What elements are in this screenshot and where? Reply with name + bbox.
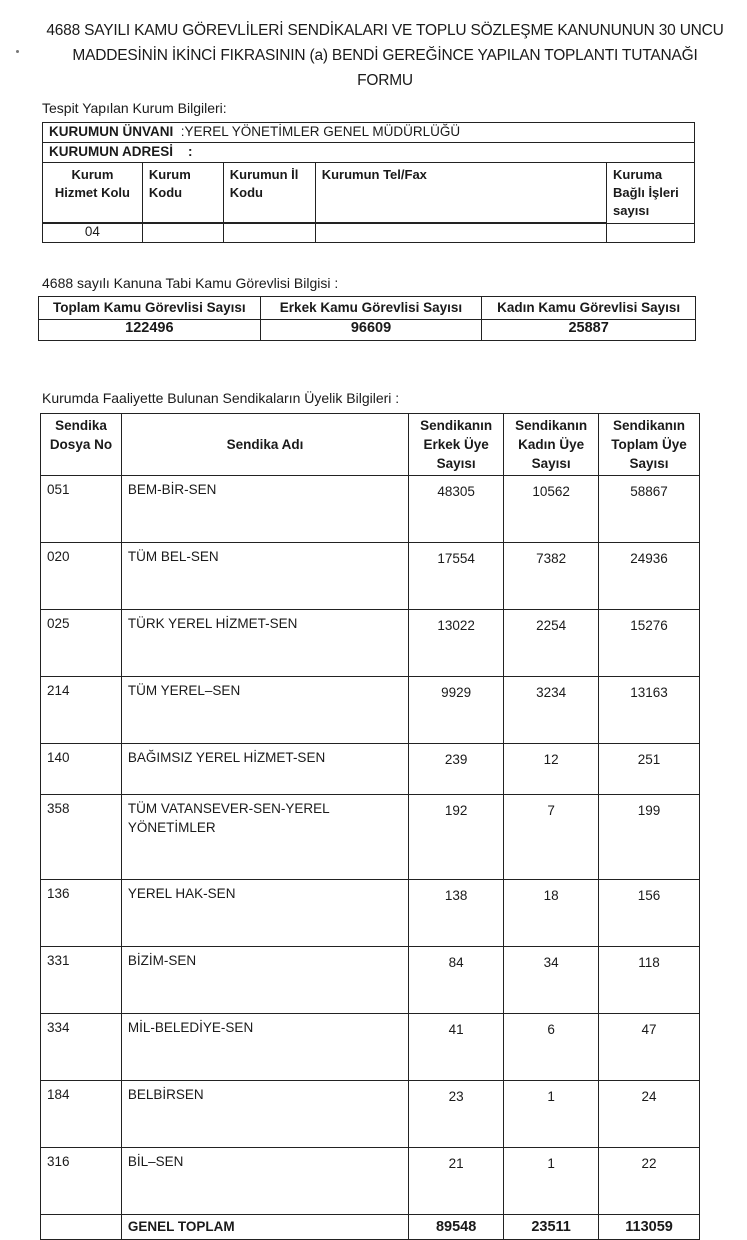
total-members: 15276 [599,610,700,677]
union-section-label: Kurumda Faaliyette Bulunan Sendikaların Üyelik Bilgileri : [42,390,400,406]
col-header-male-employees: Erkek Kamu Görevlisi Sayısı [260,297,482,320]
col-header-total-members: Sendikanın Toplam Üye Sayısı [599,414,700,476]
male-members: 9929 [409,677,504,744]
total-members: 47 [599,1014,700,1081]
female-members: 6 [504,1014,599,1081]
total-file-no [41,1215,122,1240]
institution-section-label: Tespit Yapılan Kurum Bilgileri: [42,100,227,116]
male-members: 13022 [409,610,504,677]
col-header-province-code: Kurumun İl Kodu [223,163,315,223]
title-line-2: MADDESİNİN İKİNCİ FIKRASININ (a) BENDİ GEREĞİNCE YAPILAN TOPLANTI TUTANAĞI [72,47,698,64]
col-header-affiliated-count: Kuruma Bağlı İşleri sayısı [607,163,695,224]
female-members: 12 [504,744,599,795]
table-row [41,610,700,677]
col-header-union-name: Sendika Adı [121,414,408,476]
total-members: 156 [599,880,700,947]
total-employees-value: 122496 [39,320,261,341]
male-members: 84 [409,947,504,1014]
union-name: MİL-BELEDİYE-SEN [121,1014,408,1081]
total-members: 118 [599,947,700,1014]
union-file-no: 051 [41,476,122,543]
female-members: 1 [504,1148,599,1215]
affiliated-count-value [607,224,695,243]
female-members: 2254 [504,610,599,677]
male-members: 48305 [409,476,504,543]
female-members: 10562 [504,476,599,543]
union-name: TÜM BEL-SEN [121,543,408,610]
col-header-service-branch: Kurum Hizmet Kolu [43,163,143,223]
table-row [41,744,700,795]
union-name: BEM-BİR-SEN [121,476,408,543]
col-header-female-members: Sendikanın Kadın Üye Sayısı [504,414,599,476]
institution-address-row [43,143,695,163]
total-male-members: 89548 [409,1215,504,1240]
male-members: 192 [409,795,504,880]
total-members: 22 [599,1148,700,1215]
male-employees-value: 96609 [260,320,482,341]
union-name: BAĞIMSIZ YEREL HİZMET-SEN [121,744,408,795]
female-employees-value: 25887 [482,320,696,341]
female-members: 34 [504,947,599,1014]
institution-name-value: :YEREL YÖNETİMLER GENEL MÜDÜRLÜĞÜ [180,124,461,139]
table-row [41,677,700,744]
col-header-female-employees: Kadın Kamu Görevlisi Sayısı [482,297,696,320]
union-name: YEREL HAK-SEN [121,880,408,947]
table-row [41,1014,700,1081]
table-row [41,1148,700,1215]
union-file-no: 025 [41,610,122,677]
union-file-no: 140 [41,744,122,795]
institution-address-value: : [188,144,193,159]
female-members: 7382 [504,543,599,610]
total-female-members: 23511 [504,1215,599,1240]
union-name: TÜM VATANSEVER-SEN-YEREL YÖNETİMLER [121,795,408,880]
col-header-institution-code: Kurum Kodu [142,163,223,223]
union-file-no: 358 [41,795,122,880]
union-name: BELBİRSEN [121,1081,408,1148]
male-members: 23 [409,1081,504,1148]
table-row [41,880,700,947]
document-title [40,18,730,93]
col-header-file-no: Sendika Dosya No [41,414,122,476]
female-members: 1 [504,1081,599,1148]
col-header-total-employees: Toplam Kamu Görevlisi Sayısı [39,297,261,320]
grand-total-row [41,1215,700,1240]
total-members: 199 [599,795,700,880]
table-row [41,947,700,1014]
total-members: 13163 [599,677,700,744]
institution-table [42,122,695,243]
table-row [41,543,700,610]
institution-name-label: KURUMUN ÜNVANI [49,124,174,139]
total-members: 251 [599,744,700,795]
male-members: 41 [409,1014,504,1081]
union-file-no: 334 [41,1014,122,1081]
female-members: 7 [504,795,599,880]
total-label: GENEL TOPLAM [121,1215,408,1240]
union-name: TÜRK YEREL HİZMET-SEN [121,610,408,677]
scan-speck [16,50,19,53]
union-membership-table [40,413,700,1240]
union-name: TÜM YEREL–SEN [121,677,408,744]
union-file-no: 331 [41,947,122,1014]
total-members: 24936 [599,543,700,610]
female-members: 3234 [504,677,599,744]
total-all-members: 113059 [599,1215,700,1240]
female-members: 18 [504,880,599,947]
service-branch-value: 04 [43,224,143,243]
total-members: 58867 [599,476,700,543]
institution-name-row [43,123,695,143]
total-members: 24 [599,1081,700,1148]
union-file-no: 214 [41,677,122,744]
province-code-value [223,224,315,243]
union-file-no: 136 [41,880,122,947]
union-file-no: 020 [41,543,122,610]
male-members: 21 [409,1148,504,1215]
male-members: 239 [409,744,504,795]
table-row [41,476,700,543]
male-members: 138 [409,880,504,947]
male-members: 17554 [409,543,504,610]
union-name: BİL–SEN [121,1148,408,1215]
employee-table [38,296,696,341]
col-header-tel-fax: Kurumun Tel/Fax [315,163,606,223]
col-header-male-members: Sendikanın Erkek Üye Sayısı [409,414,504,476]
union-file-no: 316 [41,1148,122,1215]
institution-address-label: KURUMUN ADRESİ [49,144,173,159]
employee-section-label: 4688 sayılı Kanuna Tabi Kamu Görevlisi Bilgisi : [42,275,339,291]
table-row [41,795,700,880]
union-file-no: 184 [41,1081,122,1148]
union-name: BİZİM-SEN [121,947,408,1014]
title-line-3: FORMU [357,72,413,89]
institution-code-value [142,224,223,243]
title-line-1: 4688 SAYILI KAMU GÖREVLİLERİ SENDİKALARI VE TOPLU SÖZLEŞME KANUNUNUN 30 UNCU [46,22,724,39]
table-row [41,1081,700,1148]
tel-fax-value [315,224,606,243]
